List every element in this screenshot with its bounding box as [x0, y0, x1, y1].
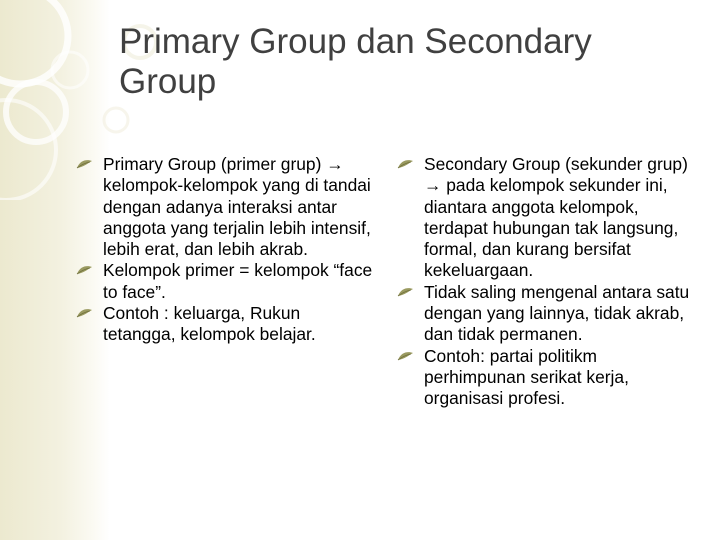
slide-title: Primary Group dan Secondary Group — [119, 22, 592, 101]
leaf-bullet-icon — [76, 308, 93, 319]
list-item-text: Secondary Group (sekunder grup) → pada kelompok sekunder ini, diantara anggota kelompok, terdapat hubungan tak langsung, formal, dan kurang bersifat kekeluargaan. — [424, 154, 688, 281]
list-item — [76, 154, 376, 260]
list-item-text: Contoh: partai politikm perhimpunan serikat kerja, organisasi profesi. — [424, 345, 629, 409]
leaf-bullet-icon — [76, 159, 93, 170]
list-item-text: Primary Group (primer grup) → kelompok-kelompok yang di tandai dengan adanya interaksi antar anggota yang terjalin lebih intensif, lebih erat, dan lebih akrab. — [103, 154, 371, 260]
list-item-text: Tidak saling mengenal antara satu dengan yang lainnya, tidak akrab, dan tidak permanen. — [424, 281, 690, 345]
leaf-bullet-icon — [76, 265, 93, 276]
list-item — [397, 282, 702, 346]
list-item-text: Contoh : keluarga, Rukun tetangga, kelompok belajar. — [103, 303, 316, 345]
left-column — [76, 154, 376, 346]
right-column — [397, 154, 702, 410]
leaf-bullet-icon — [397, 351, 414, 362]
leaf-bullet-icon — [397, 159, 414, 170]
list-item — [76, 303, 376, 346]
list-item — [397, 154, 702, 282]
list-item-text: Kelompok primer = kelompok “face to face”. — [103, 260, 373, 302]
list-item — [397, 346, 702, 410]
list-item — [76, 260, 376, 303]
leaf-bullet-icon — [397, 287, 414, 298]
